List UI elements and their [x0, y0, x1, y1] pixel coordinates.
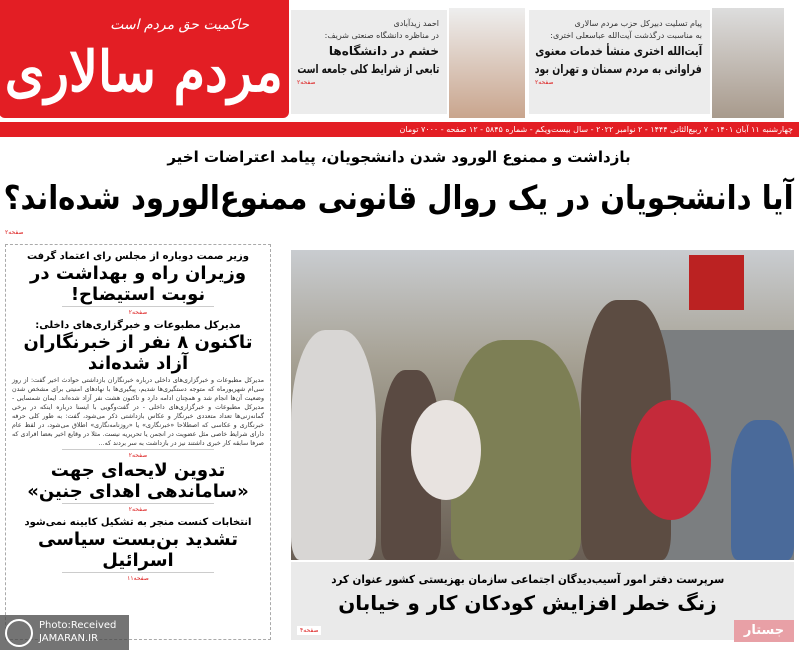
flower-bouquet — [412, 400, 482, 500]
page-ref: صفحه۴ — [298, 626, 322, 635]
teaser-kicker: در مناظره دانشگاه صنعتی شریف: — [325, 31, 440, 40]
truck — [690, 255, 745, 310]
flower-bouquet — [632, 400, 712, 520]
masthead-slogan: حاکمیت حق مردم است — [111, 17, 250, 33]
story-body: مدیرکل مطبوعات و خبرگزاری‌های داخلی درباره خبرنگاران بازداشتی حوادث اخیر گفت: از روز سی‌ام شهریورماه که متوجه دستگیری‌ها شدیم، پیگیری‌ها با نهادهای امنیتی برای مشخص شدن وضعیت آن‌ها انجام شد و همچنان ادامه دارد و تاکنون هشت نفر آزاد شده‌اند. ایمان شمسایی - مدیرکل مطبوعات و خبرگزاری‌های داخلی - در گفت‌وگویی با ایسنا درباره اینکه در برخی گمانه‌زنی‌ها تعداد متعددی خبرنگار و عکاس بازداشتی ذکر می‌شود، گفت: به طور کلی حرفه خبرنگاری و عکاسی که اصطلاحا «خبرنگاری» یا «روزنامه‌نگاری» اطلاق می‌شود، در لفظ عام دارای شرایط خاصی مثل عضویت در انجمن یا تحریریه نیست. مثلا در وقایع اخیر بعضا افرادی که صرفا سابقه کار خبری داشتند نیز در بازداشت به سر بردند که... — [13, 377, 265, 447]
page-ref: صفحه۲ — [6, 229, 25, 236]
story-headline[interactable]: تشدید بن‌بست سیاسی اسرائیل — [39, 529, 239, 571]
teaser-kicker: احمد زیدآبادی — [394, 19, 440, 28]
page-ref: صفحه۲ — [63, 306, 214, 317]
watermark — [0, 615, 130, 650]
story-headline: زنگ خطر افزایش کودکان کار و خیابان — [339, 591, 718, 615]
section-tag: جستار — [735, 620, 795, 642]
page-ref: صفحه۲ — [298, 79, 317, 86]
lead-headline-row — [5, 176, 795, 220]
newspaper-logo: مردم سالاری — [6, 39, 284, 105]
page-ref: صفحه۲ — [63, 503, 214, 514]
teaser-kicker: پیام تسلیت دبیرکل حزب مردم سالاری — [575, 19, 703, 28]
page-ref: صفحه۲ — [63, 449, 214, 460]
left-column — [6, 244, 272, 640]
story-kicker: مدیرکل مطبوعات و خبرگزاری‌های داخلی: — [36, 320, 242, 331]
story-kicker: وزیر صمت دوباره از مجلس رای اعتماد گرفت — [27, 251, 251, 262]
teaser-box-2[interactable] — [292, 10, 448, 114]
child-figure — [732, 420, 795, 560]
jamaran-logo-icon — [6, 619, 34, 647]
page-ref: صفحه۱۱ — [63, 572, 214, 583]
lead-headline[interactable]: آیا دانشجویان در یک روال قانونی ممنوع‌الورود شده‌اند؟ — [5, 178, 795, 217]
main-photo — [292, 250, 795, 560]
story-headline[interactable]: وزیران راه و بهداشت در نوبت استیضاح! — [30, 263, 248, 305]
story-kicker: سرپرست دفتر امور آسیب‌دیدگان اجتماعی سازمان بهزیستی کشور عنوان کرد — [332, 573, 725, 586]
date-text: چهارشنبه ۱۱ آبان ۱۴۰۱ - ۷ ربیع‌الثانی ۱۴۴۴ - ۲ نوامبر ۲۰۲۲ - سال بیست‌ویکم - شماره ۵۸۴۵ - ۱۲ صفحه - ۷۰۰۰ تومان — [400, 125, 794, 134]
lead-supertitle-row — [0, 146, 800, 168]
photo-story[interactable] — [292, 562, 795, 640]
teaser-headline: خشم در دانشگاه‌ها — [329, 44, 440, 58]
story-kicker: انتخابات کنست منجر به تشکیل کابینه نمی‌شود — [25, 517, 253, 528]
story-headline[interactable]: تدوین لایحه‌ای جهت «ساماندهی اهدای جنین» — [28, 460, 250, 502]
child-figure — [292, 330, 377, 560]
masthead — [0, 0, 290, 118]
teaser-headline: فراوانی به مردم سمنان و تهران بود — [536, 62, 703, 76]
page-ref: صفحه۲ — [536, 79, 555, 86]
date-bar — [0, 122, 800, 137]
watermark-line: JAMARAN.IR — [40, 633, 100, 644]
teaser-box-1[interactable] — [530, 10, 711, 114]
teaser-headline: تابعی از شرایط کلی جامعه است — [298, 62, 440, 76]
teaser-kicker: به مناسبت درگذشت آیت‌الله عباسعلی اختری: — [551, 31, 703, 40]
lead-supertitle: بازداشت و ممنوع الورود شدن دانشجویان، پیامد اعتراضات اخیر — [168, 148, 632, 166]
teaser-headline: آیت‌الله اختری منشأ خدمات معنوی — [536, 44, 703, 58]
watermark-line: Photo:Received — [40, 620, 118, 631]
portrait-photo — [713, 8, 785, 118]
story-headline[interactable]: تاکنون ۸ نفر از خبرنگاران آزاد شده‌اند — [24, 332, 254, 374]
